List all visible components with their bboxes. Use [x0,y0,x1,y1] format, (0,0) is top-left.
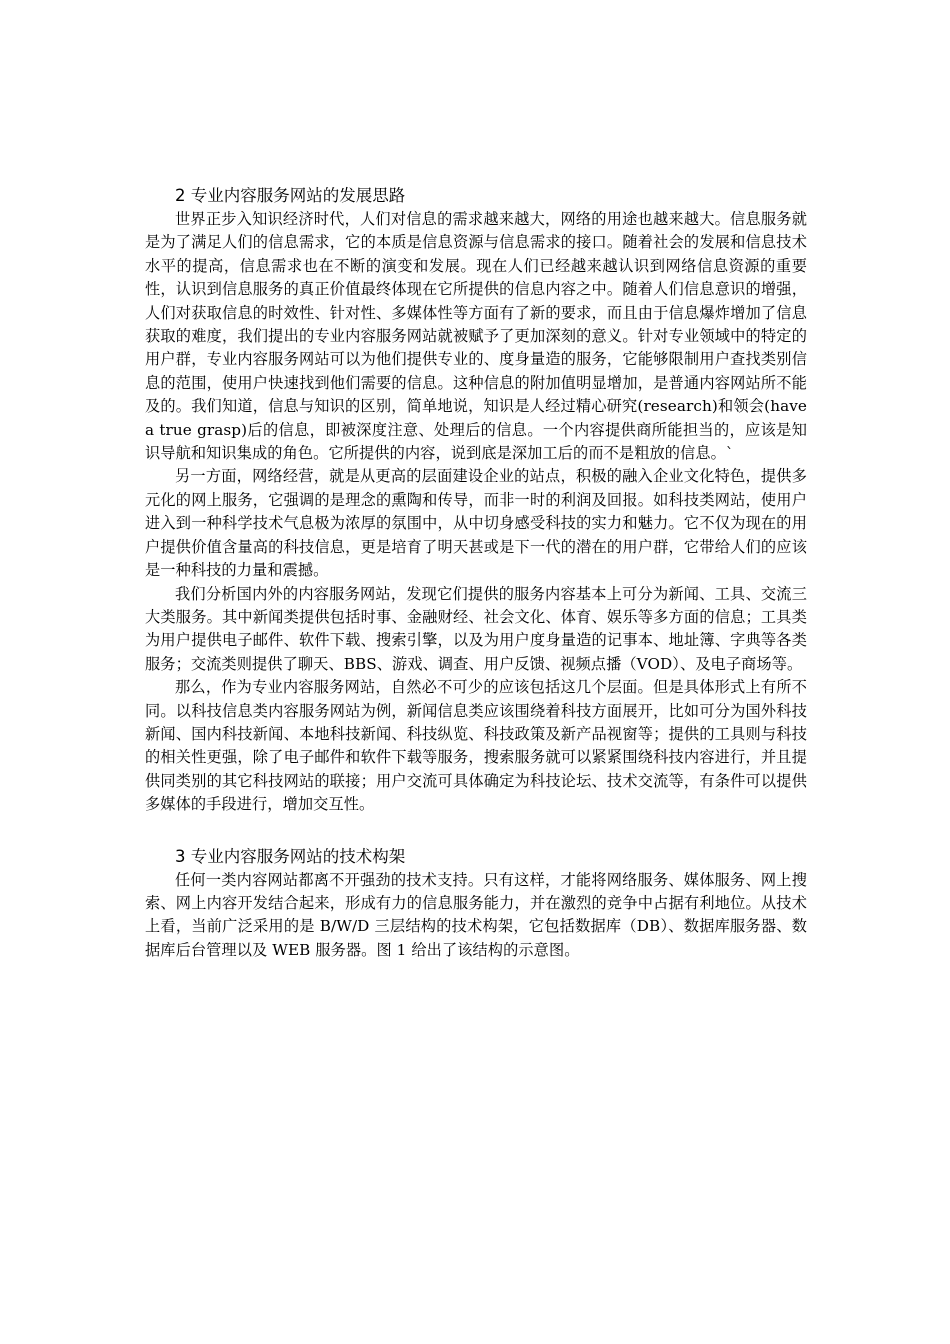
paragraph: 另一方面，网络经营，就是从更高的层面建设企业的站点，积极的融入企业文化特色，提供多元化的网上服务，它强调的是理念的熏陶和传导，而非一时的利润及回报。如科技类网站，使用户进入到一种科学技术气息极为浓厚的氛围中，从中切身感受科技的实力和魅力。它不仅为现在的用户提供价值含量高的科技信息，更是培育了明天甚或是下一代的潜在的用户群，它带给人们的应该是一种科技的力量和震撼。 [145,467,807,580]
document-body [145,184,807,962]
paragraph: 那么，作为专业内容服务网站，自然必不可少的应该包括这几个层面。但是具体形式上有所不同。以科技信息类内容服务网站为例，新闻信息类应该围绕着科技方面展开，比如可分为国外科技新闻、国内科技新闻、本地科技新闻、科技纵览、科技政策及新产品视窗等；提供的工具则与科技的相关性更强，除了电子邮件和软件下载等服务，搜索服务就可以紧紧围绕科技内容进行，并且提供同类别的其它科技网站的联接；用户交流可具体确定为科技论坛、技术交流等，有条件可以提供多媒体的手段进行，增加交互性。 [145,678,807,814]
section-spacer [145,817,807,845]
section-heading-2: 2 专业内容服务网站的发展思路 [175,186,406,205]
paragraph: 我们分析国内外的内容服务网站，发现它们提供的服务内容基本上可分为新闻、工具、交流三大类服务。其中新闻类提供包括时事、金融财经、社会文化、体育、娱乐等多方面的信息；工具类为用户提供电子邮件、软件下载、搜索引擎，以及为用户度身量造的记事本、地址簿、字典等各类服务；交流类则提供了聊天、BBS、游戏、调查、用户反馈、视频点播（VOD）、及电子商场等。 [145,584,807,673]
paragraph: 世界正步入知识经济时代，人们对信息的需求越来越大，网络的用途也越来越大。信息服务就是为了满足人们的信息需求，它的本质是信息资源与信息需求的接口。随着社会的发展和信息技术水平的提高，信息需求也在不断的演变和发展。现在人们已经越来越认识到网络信息资源的重要性，认识到信息服务的真正价值最终体现在它所提供的信息内容之中。随着人们信息意识的增强，人们对获取信息的时效性、针对性、多媒体性等方面有了新的要求，而且由于信息爆炸增加了信息获取的难度，我们提出的专业内容服务网站就被赋予了更加深刻的意义。针对专业领域中的特定的用户群，专业内容服务网站可以为他们提供专业的、度身量造的服务，它能够限制用户查找类别信息的范围，使用户快速找到他们需要的信息。这种信息的附加值明显增加，是普通内容网站所不能及的。我们知道，信息与知识的区别，简单地说，知识是人经过精心研究(research)和领会(have a true grasp)后的信息，即被深度注意、处理后的信息。一个内容提供商所能担当的，应该是知识导航和知识集成的角色。它所提供的内容，说到底是深加工后的而不是粗放的信息。` [145,210,807,463]
paragraph: 任何一类内容网站都离不开强劲的技术支持。只有这样，才能将网络服务、媒体服务、网上搜索、网上内容开发结合起来，形成有力的信息服务能力，并在激烈的竞争中占据有利地位。从技术上看，当前广泛采用的是 B/W/D 三层结构的技术构架，它包括数据库（DB）、数据库服务器、数据库后台管理以及 WEB 服务器。图 1 给出了该结构的示意图。 [145,870,807,959]
section-heading-3: 3 专业内容服务网站的技术构架 [175,846,406,866]
